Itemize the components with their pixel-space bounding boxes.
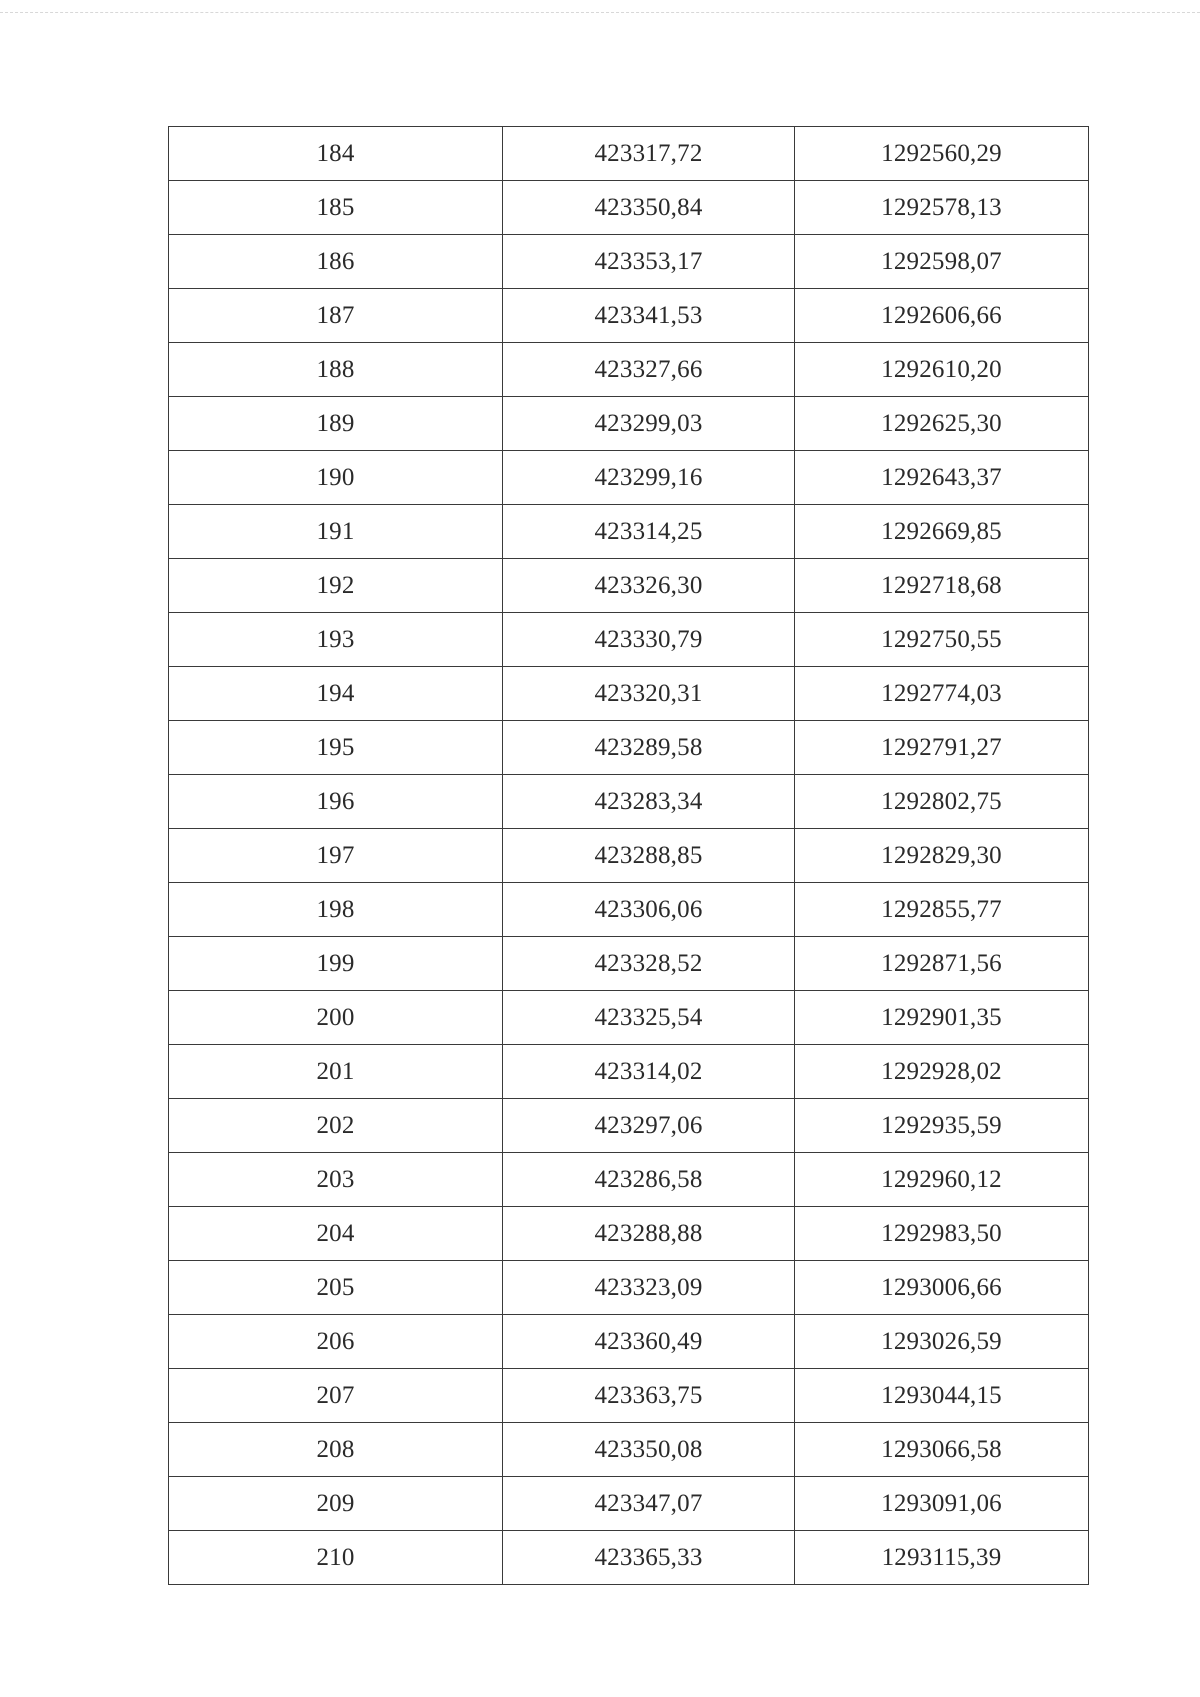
- x-coordinate-cell: 423350,84: [503, 181, 795, 235]
- table-row: [169, 721, 1089, 775]
- x-coordinate-cell: 423330,79: [503, 613, 795, 667]
- y-coordinate-cell: 1293091,06: [795, 1477, 1089, 1531]
- table-row: [169, 1045, 1089, 1099]
- table-row: [169, 1477, 1089, 1531]
- table-row: [169, 1207, 1089, 1261]
- y-coordinate-cell: 1292625,30: [795, 397, 1089, 451]
- x-coordinate-cell: 423365,33: [503, 1531, 795, 1585]
- y-coordinate-cell: 1292750,55: [795, 613, 1089, 667]
- point-number-cell: 203: [169, 1153, 503, 1207]
- point-number-cell: 198: [169, 883, 503, 937]
- table-row: [169, 1153, 1089, 1207]
- y-coordinate-cell: 1293006,66: [795, 1261, 1089, 1315]
- x-coordinate-cell: 423327,66: [503, 343, 795, 397]
- table-row: [169, 1531, 1089, 1585]
- table-row: [169, 181, 1089, 235]
- y-coordinate-cell: 1292578,13: [795, 181, 1089, 235]
- y-coordinate-cell: 1292829,30: [795, 829, 1089, 883]
- x-coordinate-cell: 423328,52: [503, 937, 795, 991]
- x-coordinate-cell: 423314,02: [503, 1045, 795, 1099]
- point-number-cell: 193: [169, 613, 503, 667]
- table-row: [169, 991, 1089, 1045]
- y-coordinate-cell: 1292669,85: [795, 505, 1089, 559]
- y-coordinate-cell: 1292610,20: [795, 343, 1089, 397]
- x-coordinate-cell: 423350,08: [503, 1423, 795, 1477]
- y-coordinate-cell: 1292598,07: [795, 235, 1089, 289]
- x-coordinate-cell: 423297,06: [503, 1099, 795, 1153]
- x-coordinate-cell: 423341,53: [503, 289, 795, 343]
- y-coordinate-cell: 1293044,15: [795, 1369, 1089, 1423]
- y-coordinate-cell: 1292983,50: [795, 1207, 1089, 1261]
- y-coordinate-cell: 1292871,56: [795, 937, 1089, 991]
- y-coordinate-cell: 1293066,58: [795, 1423, 1089, 1477]
- table-row: [169, 505, 1089, 559]
- point-number-cell: 188: [169, 343, 503, 397]
- coordinates-table-body: [169, 127, 1089, 1585]
- table-row: [169, 397, 1089, 451]
- table-row: [169, 559, 1089, 613]
- table-row: [169, 937, 1089, 991]
- table-row: [169, 1369, 1089, 1423]
- x-coordinate-cell: 423347,07: [503, 1477, 795, 1531]
- x-coordinate-cell: 423289,58: [503, 721, 795, 775]
- point-number-cell: 184: [169, 127, 503, 181]
- point-number-cell: 192: [169, 559, 503, 613]
- table-row: [169, 667, 1089, 721]
- point-number-cell: 197: [169, 829, 503, 883]
- y-coordinate-cell: 1292928,02: [795, 1045, 1089, 1099]
- point-number-cell: 201: [169, 1045, 503, 1099]
- x-coordinate-cell: 423288,85: [503, 829, 795, 883]
- x-coordinate-cell: 423360,49: [503, 1315, 795, 1369]
- table-row: [169, 127, 1089, 181]
- x-coordinate-cell: 423314,25: [503, 505, 795, 559]
- point-number-cell: 191: [169, 505, 503, 559]
- table-row: [169, 451, 1089, 505]
- point-number-cell: 205: [169, 1261, 503, 1315]
- point-number-cell: 208: [169, 1423, 503, 1477]
- y-coordinate-cell: 1292718,68: [795, 559, 1089, 613]
- x-coordinate-cell: 423320,31: [503, 667, 795, 721]
- x-coordinate-cell: 423363,75: [503, 1369, 795, 1423]
- point-number-cell: 207: [169, 1369, 503, 1423]
- x-coordinate-cell: 423317,72: [503, 127, 795, 181]
- x-coordinate-cell: 423283,34: [503, 775, 795, 829]
- table-row: [169, 883, 1089, 937]
- point-number-cell: 195: [169, 721, 503, 775]
- table-row: [169, 1099, 1089, 1153]
- x-coordinate-cell: 423323,09: [503, 1261, 795, 1315]
- y-coordinate-cell: 1292855,77: [795, 883, 1089, 937]
- y-coordinate-cell: 1292791,27: [795, 721, 1089, 775]
- point-number-cell: 199: [169, 937, 503, 991]
- table-row: [169, 775, 1089, 829]
- x-coordinate-cell: 423299,16: [503, 451, 795, 505]
- point-number-cell: 210: [169, 1531, 503, 1585]
- table-row: [169, 289, 1089, 343]
- y-coordinate-cell: 1292802,75: [795, 775, 1089, 829]
- y-coordinate-cell: 1292560,29: [795, 127, 1089, 181]
- x-coordinate-cell: 423286,58: [503, 1153, 795, 1207]
- y-coordinate-cell: 1293115,39: [795, 1531, 1089, 1585]
- x-coordinate-cell: 423299,03: [503, 397, 795, 451]
- y-coordinate-cell: 1292774,03: [795, 667, 1089, 721]
- x-coordinate-cell: 423288,88: [503, 1207, 795, 1261]
- point-number-cell: 189: [169, 397, 503, 451]
- point-number-cell: 202: [169, 1099, 503, 1153]
- y-coordinate-cell: 1292606,66: [795, 289, 1089, 343]
- y-coordinate-cell: 1292643,37: [795, 451, 1089, 505]
- table-row: [169, 1261, 1089, 1315]
- scan-edge-line: [0, 12, 1200, 13]
- point-number-cell: 204: [169, 1207, 503, 1261]
- table-row: [169, 235, 1089, 289]
- point-number-cell: 196: [169, 775, 503, 829]
- table-row: [169, 1423, 1089, 1477]
- x-coordinate-cell: 423325,54: [503, 991, 795, 1045]
- point-number-cell: 190: [169, 451, 503, 505]
- point-number-cell: 186: [169, 235, 503, 289]
- table-row: [169, 613, 1089, 667]
- table-row: [169, 1315, 1089, 1369]
- y-coordinate-cell: 1292935,59: [795, 1099, 1089, 1153]
- point-number-cell: 185: [169, 181, 503, 235]
- y-coordinate-cell: 1292960,12: [795, 1153, 1089, 1207]
- point-number-cell: 206: [169, 1315, 503, 1369]
- point-number-cell: 194: [169, 667, 503, 721]
- x-coordinate-cell: 423306,06: [503, 883, 795, 937]
- y-coordinate-cell: 1293026,59: [795, 1315, 1089, 1369]
- point-number-cell: 200: [169, 991, 503, 1045]
- point-number-cell: 187: [169, 289, 503, 343]
- table-row: [169, 829, 1089, 883]
- x-coordinate-cell: 423353,17: [503, 235, 795, 289]
- table-row: [169, 343, 1089, 397]
- y-coordinate-cell: 1292901,35: [795, 991, 1089, 1045]
- x-coordinate-cell: 423326,30: [503, 559, 795, 613]
- coordinates-table: [168, 126, 1089, 1585]
- point-number-cell: 209: [169, 1477, 503, 1531]
